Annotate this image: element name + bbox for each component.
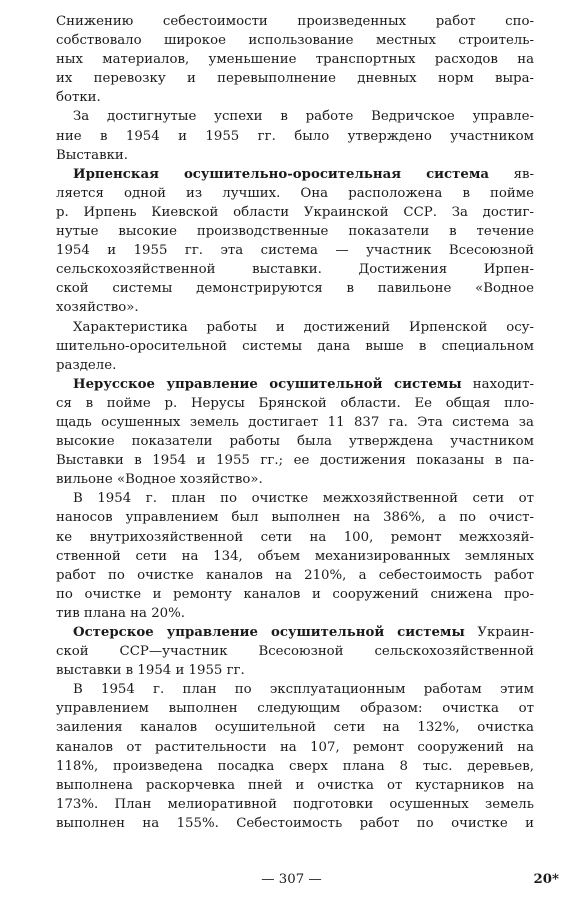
text-line: наносов управлением был выполнен на 386%, а по очист- <box>56 510 534 526</box>
text-line-with-bold-lead <box>56 623 534 642</box>
paragraph-irpen-system <box>56 165 534 318</box>
text-line: ской системы демонстрируются в павильоне «Водное <box>56 281 534 297</box>
text-line: В 1954 г. план по очистке межхозяйственной сети от <box>73 491 534 507</box>
text-line: собствовало широкое использование местных строитель- <box>56 33 534 49</box>
text-line: тив плана на 20%. <box>56 605 185 621</box>
bold-heading: Нерусское управление осушительной системы <box>73 376 462 392</box>
text-line: Снижению себестоимости произведенных работ спо- <box>56 14 534 29</box>
text-line: их перевозку и перевыполнение дневных норм выра- <box>56 71 534 87</box>
page-number: — 307 — <box>261 872 322 887</box>
text-line: каналов от растительности на 107, ремонт сооружений на <box>56 739 534 755</box>
text-line-with-bold-lead <box>56 165 534 184</box>
text-line-with-bold-lead <box>56 375 534 394</box>
text-line: 173%. План мелиоративной подготовки осушенных земель <box>56 796 534 812</box>
text-rest: находит- <box>461 376 534 392</box>
bold-heading: Остерское управление осушительной системы <box>73 625 465 640</box>
text-line: 118%, произведена посадка сверх плана 8 тыс. деревьев, <box>56 758 534 774</box>
text-line: нутые высокие производственные показатели в течение <box>56 224 534 240</box>
text-line: по очистке и ремонту каналов и сооружений снижена про- <box>56 586 534 602</box>
text-line: 1954 и 1955 гг. эта система — участник Всесоюзной <box>56 243 534 259</box>
document-page <box>56 12 534 833</box>
text-line: ляется одной из лучших. Она расположена в пойме <box>56 185 534 201</box>
text-line: ние в 1954 и 1955 гг. было утверждено участником <box>56 128 534 144</box>
text-line: выполнен на 155%. Себестоимость работ по очистке и <box>56 815 534 831</box>
text-line: управлением выполнен следующим образом: очистка от <box>56 701 534 717</box>
paragraph-oster-system <box>56 623 534 680</box>
paragraph-8 <box>56 680 534 833</box>
text-line: разделе. <box>56 357 117 373</box>
paragraph-2 <box>56 107 534 164</box>
text-line: ственной сети на 134, объем механизированных земляных <box>56 548 534 564</box>
text-rest: яв- <box>489 166 534 182</box>
text-line: заиления каналов осушительной сети на 132%, очистка <box>56 720 534 736</box>
text-line: хозяйство». <box>56 300 139 316</box>
text-line: Выставки. <box>56 147 128 163</box>
text-line: высокие показатели работы была утверждена участником <box>56 434 534 450</box>
printer-signature-mark: 20* <box>533 872 559 887</box>
text-line: шительно-оросительной системы дана выше в специальном <box>56 338 534 354</box>
text-rest: Украин- <box>464 625 534 640</box>
text-line: работ по очистке каналов на 210%, а себестоимость работ <box>56 567 534 583</box>
bold-heading: Ирпенская осушительно-оросительная система <box>73 166 489 182</box>
text-line: ке внутрихозяйственной сети на 100, ремонт межхозяй- <box>56 529 534 545</box>
text-line: ных материалов, уменьшение транспортных расходов на <box>56 52 534 68</box>
text-line: вильоне «Водное хозяйство». <box>56 472 263 488</box>
paragraph-1 <box>56 12 534 107</box>
text-line: За достигнутые успехи в работе Ведричское управле- <box>73 109 534 125</box>
text-line: выполнена раскорчевка пней и очистка от кустарников на <box>56 777 534 793</box>
paragraph-6 <box>56 489 534 623</box>
text-line: Характеристика работы и достижений Ирпенской осу- <box>73 319 534 335</box>
text-line: сельскохозяйственной выставки. Достижения Ирпен- <box>56 262 534 278</box>
text-line: р. Ирпень Киевской области Украинской ССР. За достиг- <box>56 204 534 220</box>
text-line: В 1954 г. план по эксплуатационным работам этим <box>73 682 534 698</box>
text-line: ся в пойме р. Нерусы Брянской области. Ее общая пло- <box>56 395 534 411</box>
text-line: ботки. <box>56 90 101 106</box>
paragraph-4 <box>56 318 534 375</box>
text-line: Выставки в 1954 и 1955 гг.; ее достижения показаны в па- <box>56 453 534 469</box>
page-footer <box>0 872 583 892</box>
text-line: щадь осушенных земель достигает 11 837 га. Эта система за <box>56 414 534 430</box>
text-line: ской ССР—участник Всесоюзной сельскохозяйственной <box>56 644 534 660</box>
text-line: выставки в 1954 и 1955 гг. <box>56 663 245 679</box>
paragraph-nerussa-system <box>56 375 534 490</box>
